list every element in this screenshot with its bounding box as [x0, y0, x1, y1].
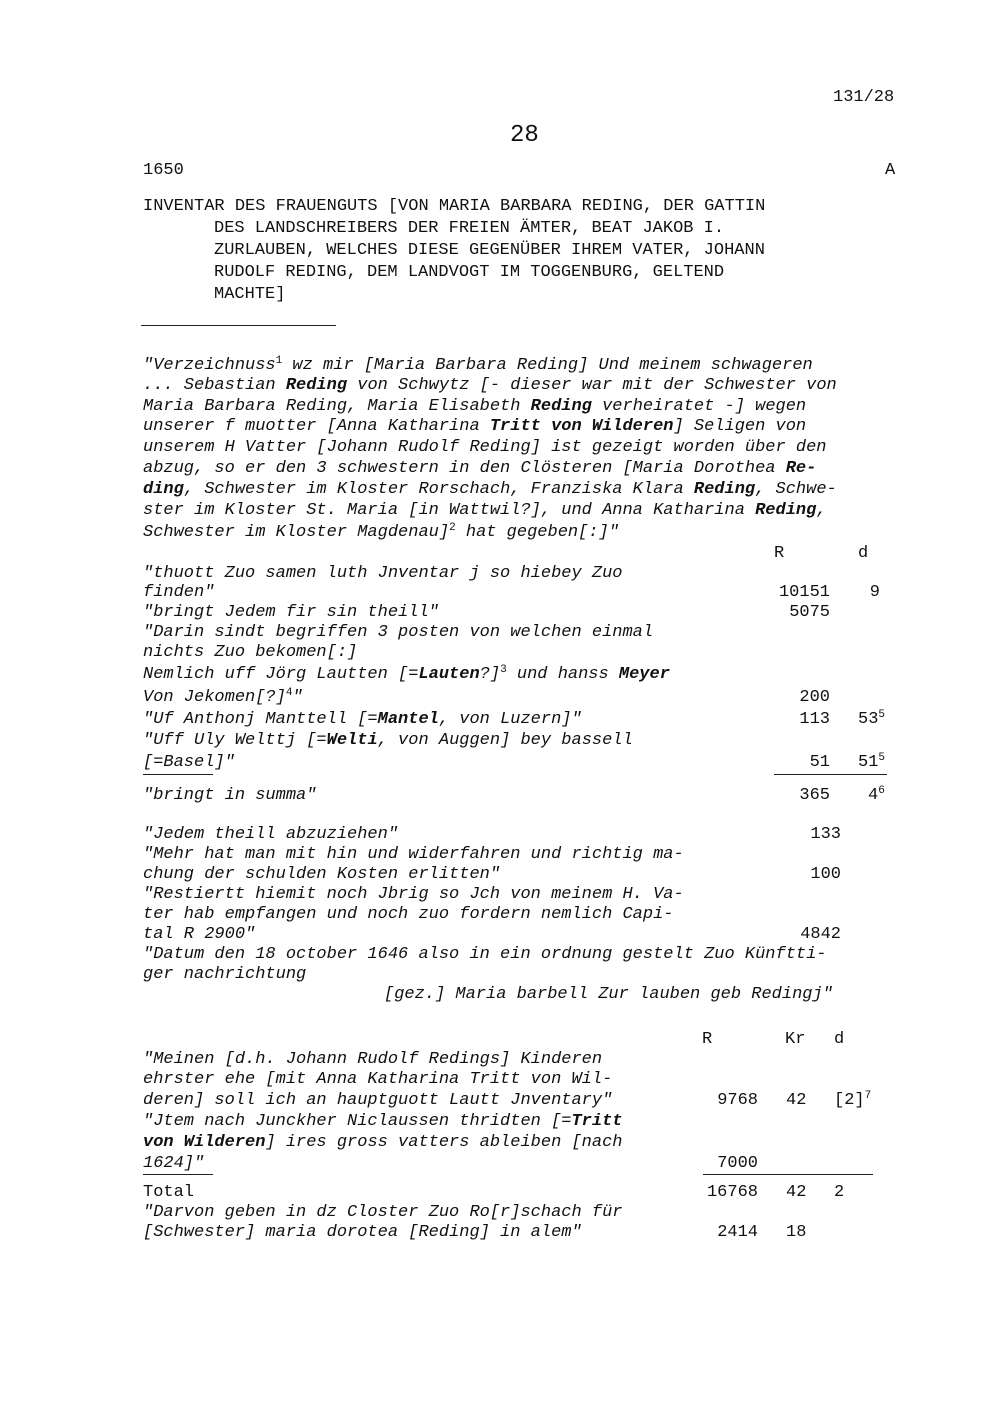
- column-header-r: R: [774, 544, 785, 563]
- entry-text: nichts Zuo bekomen[:]: [143, 643, 358, 662]
- entry-text: [Schwester] maria dorotea [Reding] in alem": [143, 1223, 582, 1242]
- amount-r: 365: [799, 786, 830, 805]
- title-line: DES LANDSCHREIBERS DER FREIEN ÄMTER, BEAT JAKOB I.: [214, 219, 725, 238]
- amount-r: 51: [809, 753, 830, 772]
- title-line: RUDOLF REDING, DEM LANDVOGT IM TOGGENBURG, GELTEND: [214, 263, 725, 282]
- amount-kr: 42: [786, 1091, 807, 1110]
- text-line: unserer f muotter [Anna Katharina Tritt von Wilderen] Seligen von: [143, 417, 807, 436]
- column-header-kr: Kr: [785, 1030, 806, 1049]
- entry-text: 1624]": [143, 1154, 205, 1173]
- document-letter: A: [885, 161, 896, 180]
- amount-r: 4842: [800, 925, 841, 944]
- entry-text: "Uf Anthonj Manttell [=Mantel, von Luzern]": [143, 710, 582, 729]
- amount-d: $4^6$: [868, 785, 885, 805]
- entry-text: "thuott Zuo samen luth Jnventar j so hiebey Zuo: [143, 564, 623, 583]
- amount-r: 2414: [717, 1223, 758, 1242]
- amount-d: $[2]^7$: [834, 1090, 872, 1110]
- entry-text: "Restiertt hiemit noch Jbrig so Jch von meinem H. Va-: [143, 885, 684, 904]
- title-line: ZURLAUBEN, WELCHES DIESE GEGENÜBER IHREM VATER, JOHANN: [214, 241, 765, 260]
- footnote-ref: 2: [449, 522, 456, 534]
- text-line: ster im Kloster St. Maria [in Wattwil?], und Anna Katharina Reding,: [143, 501, 827, 520]
- entry-text: "bringt Jedem fir sin theill": [143, 603, 439, 622]
- document-reference: 131/28: [833, 88, 895, 107]
- entry-text: ter hab empfangen und noch zuo fordern nemlich Capi-: [143, 905, 674, 924]
- amount-r: 133: [810, 825, 841, 844]
- entry-text: "Datum den 18 october 1646 also in ein ordnung gestelt Zuo Künftti-: [143, 945, 827, 964]
- amount-r: 10151: [778, 583, 830, 602]
- total-r: 16768: [706, 1183, 758, 1202]
- footnote-ref: 5: [878, 752, 886, 764]
- text-line: abzug, so er den 3 schwestern in den Clösteren [Maria Dorothea Re-: [143, 459, 817, 478]
- column-header-d: d: [834, 1030, 845, 1049]
- text-line: Schwester im Kloster Magdenau]$^2$ hat gegeben[:]": [143, 522, 619, 542]
- signature-line: [gez.] Maria barbell Zur lauben geb Redingj": [384, 985, 833, 1004]
- entry-text: "Uff Uly Welttj [=Welti, von Auggen] bey bassell: [143, 731, 633, 750]
- entry-underline: [143, 1174, 213, 1175]
- footnote-ref: 5: [878, 709, 886, 721]
- column-header-d: d: [858, 544, 869, 563]
- footnote-ref: 7: [864, 1090, 872, 1102]
- amount-d: 9: [869, 583, 880, 602]
- title-line: INVENTAR DES FRAUENGUTS [VON MARIA BARBARA REDING, DER GATTIN: [143, 197, 766, 216]
- entry-text: ger nachrichtung: [143, 965, 307, 984]
- entry-text: "Mehr hat man mit hin und widerfahren und richtig ma-: [143, 845, 684, 864]
- text-line: Maria Barbara Reding, Maria Elisabeth Reding verheiratet -] wegen: [143, 397, 807, 416]
- title-line: MACHTE]: [214, 285, 286, 304]
- total-kr: 42: [786, 1183, 807, 1202]
- entry-text: [=Basel]": [143, 753, 235, 772]
- entry-text: deren] soll ich an hauptguott Lautt Jnventary": [143, 1091, 613, 1110]
- footnote-ref: 6: [878, 785, 885, 797]
- amount-r: 100: [810, 865, 841, 884]
- title-divider: [141, 325, 336, 326]
- text-line: ding, Schwester im Kloster Rorschach, Franziska Klara Reding, Schwe-: [143, 480, 837, 499]
- entry-text: "bringt in summa": [143, 786, 317, 805]
- amount-d: $53^5$: [858, 709, 886, 729]
- entry-text: von Wilderen] ires gross vatters ableiben [nach: [143, 1133, 623, 1152]
- entry-text: Von Jekomen[?]$^4$": [143, 687, 303, 707]
- entry-text: tal R 2900": [143, 925, 256, 944]
- entry-text: Nemlich uff Jörg Lautten [=Lauten?]$^3$ und hanss Meyer: [143, 664, 670, 684]
- text-line: "Verzeichnuss$^1$ wz mir [Maria Barbara Reding] Und meinem schwageren: [143, 355, 813, 375]
- document-number: 28: [510, 122, 539, 149]
- sum-rule: [703, 1174, 873, 1175]
- total-label: Total: [143, 1183, 195, 1202]
- entry-text: "Jedem theill abzuziehen": [143, 825, 399, 844]
- text-line: unserem H Vatter [Johann Rudolf Reding] ist gezeigt worden über den: [143, 438, 827, 457]
- text-line: ... Sebastian Reding von Schwytz [- dieser war mit der Schwester von: [143, 376, 837, 395]
- total-d: 2: [834, 1183, 845, 1202]
- entry-underline: [143, 774, 213, 775]
- amount-d: $51^5$: [858, 752, 886, 772]
- amount-r: 7000: [717, 1154, 758, 1173]
- amount-r: 9768: [717, 1091, 758, 1110]
- entry-text: ehrster ehe [mit Anna Katharina Tritt von Wil-: [143, 1070, 613, 1089]
- entry-text: "Jtem nach Junckher Niclaussen thridten [=Tritt: [143, 1112, 623, 1131]
- footnote-ref: 1: [275, 355, 283, 367]
- entry-text: "Meinen [d.h. Johann Rudolf Redings] Kinderen: [143, 1050, 603, 1069]
- document-year: 1650: [143, 161, 184, 180]
- amount-r: 113: [799, 710, 830, 729]
- footnote-ref: 3: [500, 664, 507, 676]
- column-header-r: R: [702, 1030, 713, 1049]
- entry-text: chung der schulden Kosten erlitten": [143, 865, 501, 884]
- entry-text: "Darvon geben in dz Closter Zuo Ro[r]schach für: [143, 1203, 623, 1222]
- amount-r: 5075: [789, 603, 830, 622]
- footnote-ref: 4: [285, 687, 293, 699]
- entry-text: "Darin sindt begriffen 3 posten von welchen einmal: [143, 623, 654, 642]
- entry-text: finden": [143, 583, 215, 602]
- sum-rule: [774, 774, 887, 775]
- amount-kr: 18: [786, 1223, 807, 1242]
- amount-r: 200: [799, 688, 830, 707]
